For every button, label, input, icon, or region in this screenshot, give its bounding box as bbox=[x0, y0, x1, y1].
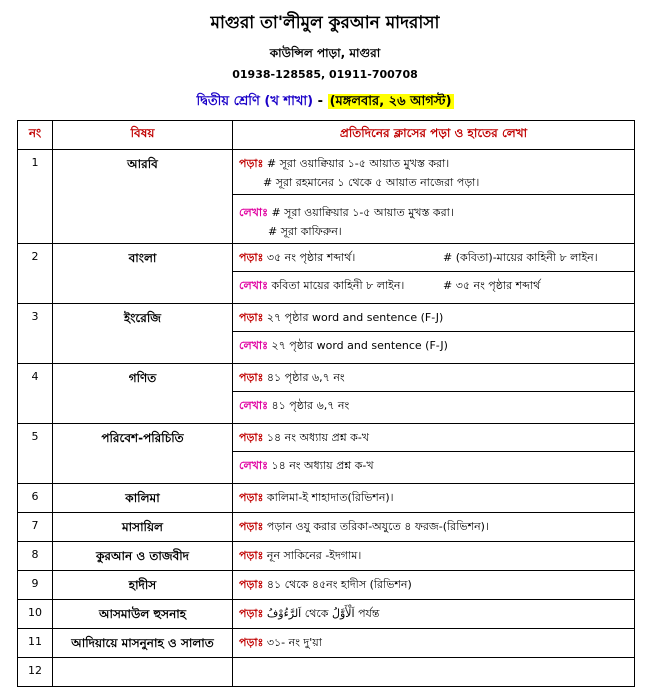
row-subject: বাংলা bbox=[53, 244, 233, 304]
write-label: লেখাঃ bbox=[239, 206, 268, 219]
row-number: 6 bbox=[18, 484, 53, 513]
read-label: পড়াঃ bbox=[239, 371, 264, 384]
read-text: # সূরা রহমানের ১ থেকে ৫ আয়াত নাজেরা পড়া। bbox=[263, 176, 480, 189]
header-daily-work: প্রতিদিনের ক্লাসের পড়া ও হাতের লেখা bbox=[233, 121, 635, 150]
row-number: 3 bbox=[18, 304, 53, 364]
table-row bbox=[18, 571, 635, 600]
table-row bbox=[18, 658, 635, 687]
write-label: লেখাঃ bbox=[239, 399, 268, 412]
header-number: নং bbox=[18, 121, 53, 150]
row-subject bbox=[53, 658, 233, 687]
class-date-separator: - bbox=[313, 94, 328, 109]
row-tasks bbox=[233, 304, 635, 364]
table-row bbox=[18, 484, 635, 513]
row-number: 7 bbox=[18, 513, 53, 542]
read-label: পড়াঃ bbox=[239, 520, 264, 533]
row-tasks bbox=[233, 484, 635, 513]
write-label: লেখাঃ bbox=[239, 459, 268, 472]
table-row bbox=[18, 150, 635, 244]
read-label: পড়াঃ bbox=[239, 578, 264, 591]
write-text: ১৪ নং অধ্যায় প্রশ্ন ক-খ bbox=[271, 459, 374, 472]
row-number: 4 bbox=[18, 364, 53, 424]
row-number: 1 bbox=[18, 150, 53, 244]
read-text: ২৭ পৃষ্ঠার word and sentence (F-J) bbox=[266, 311, 444, 324]
read-label: পড়াঃ bbox=[239, 251, 264, 264]
read-text: ৩১- নং দু'য়া bbox=[266, 636, 322, 649]
read-text: পড়ান ওযু করার তরিকা-অযুতে ৪ ফরজ-(রিভিশন)। bbox=[266, 520, 489, 533]
read-label: পড়াঃ bbox=[239, 549, 264, 562]
read-text: ১৪ নং অধ্যায় প্রশ্ন ক-খ bbox=[266, 431, 370, 444]
row-subject: আদিয়ায়ে মাসনুনাহ ও সালাত bbox=[53, 629, 233, 658]
read-text: নূন সাকিনের -ইদগাম। bbox=[266, 549, 362, 562]
read-label: পড়াঃ bbox=[239, 607, 264, 620]
table-row bbox=[18, 244, 635, 304]
row-number: 12 bbox=[18, 658, 53, 687]
read-text: ৩৫ নং পৃষ্ঠার শব্দার্থ। bbox=[266, 251, 356, 264]
read-text: ৪১ পৃষ্ঠার ৬,৭ নং bbox=[266, 371, 345, 384]
school-name: মাগুরা তা'লীমুল কুরআন মাদরাসা bbox=[210, 13, 440, 33]
row-tasks bbox=[233, 542, 635, 571]
read-text: # সূরা ওয়াক্বিয়ার ১-৫ আয়াত মুখস্ত করা। bbox=[266, 157, 450, 170]
table-row bbox=[18, 513, 635, 542]
homework-table bbox=[17, 120, 635, 687]
read-text: কালিমা-ই শাহাদাত(রিভিশন)। bbox=[266, 491, 394, 504]
class-label: দ্বিতীয় শ্রেণি (খ শাখা) bbox=[196, 94, 314, 109]
read-label: পড়াঃ bbox=[239, 311, 264, 324]
write-text: ৪১ পৃষ্ঠার ৬,৭ নং bbox=[271, 399, 350, 412]
read-text: ৪১ থেকে ৪৫নং হাদীস (রিভিশন) bbox=[266, 578, 412, 591]
table-row bbox=[18, 629, 635, 658]
row-subject: হাদীস bbox=[53, 571, 233, 600]
row-tasks bbox=[233, 150, 635, 244]
row-number: 11 bbox=[18, 629, 53, 658]
row-tasks bbox=[233, 571, 635, 600]
row-subject: কালিমা bbox=[53, 484, 233, 513]
row-number: 2 bbox=[18, 244, 53, 304]
table-header-row bbox=[18, 121, 635, 150]
row-subject: ইংরেজি bbox=[53, 304, 233, 364]
row-number: 10 bbox=[18, 600, 53, 629]
table-row bbox=[18, 304, 635, 364]
row-number: 8 bbox=[18, 542, 53, 571]
read-label: পড়াঃ bbox=[239, 157, 264, 170]
row-tasks bbox=[233, 658, 635, 687]
row-tasks bbox=[233, 513, 635, 542]
row-tasks bbox=[233, 244, 635, 304]
row-subject: কুরআন ও তাজবীদ bbox=[53, 542, 233, 571]
row-subject: আসমাউল হুসনাহ bbox=[53, 600, 233, 629]
table-row bbox=[18, 600, 635, 629]
write-label: লেখাঃ bbox=[239, 339, 268, 352]
school-address: কাউন্সিল পাড়া, মাগুরা bbox=[269, 46, 381, 60]
write-text: # সূরা ওয়াক্বিয়ার ১-৫ আয়াত মুখস্ত করা। bbox=[271, 206, 454, 219]
row-subject: গণিত bbox=[53, 364, 233, 424]
table-row bbox=[18, 542, 635, 571]
row-number: 9 bbox=[18, 571, 53, 600]
row-subject: আরবি bbox=[53, 150, 233, 244]
header-subject: বিষয় bbox=[53, 121, 233, 150]
row-tasks bbox=[233, 600, 635, 629]
read-label: পড়াঃ bbox=[239, 636, 264, 649]
row-subject: মাসায়িল bbox=[53, 513, 233, 542]
row-tasks bbox=[233, 364, 635, 424]
read-label: পড়াঃ bbox=[239, 491, 264, 504]
row-tasks bbox=[233, 629, 635, 658]
table-row bbox=[18, 364, 635, 424]
read-text-right: # (কবিতা)-মায়ের কাহিনী ৮ লাইন। bbox=[443, 251, 598, 264]
read-label: পড়াঃ bbox=[239, 431, 264, 444]
write-text: কবিতা মায়ের কাহিনী ৮ লাইন। bbox=[271, 279, 405, 292]
row-subject: পরিবেশ-পরিচিতি bbox=[53, 424, 233, 484]
write-text-right: # ৩৫ নং পৃষ্ঠার শব্দার্থ bbox=[443, 279, 541, 292]
read-text: اَلرَّءُوْفُ থেকে اَلْأَوَّلُ পর্যন্ত bbox=[266, 607, 380, 620]
class-line bbox=[0, 92, 650, 113]
row-number: 5 bbox=[18, 424, 53, 484]
row-tasks bbox=[233, 424, 635, 484]
write-label: লেখাঃ bbox=[239, 279, 268, 292]
write-text: ২৭ পৃষ্ঠার word and sentence (F-J) bbox=[271, 339, 448, 352]
write-text: # সূরা কাফিরুন। bbox=[268, 225, 342, 238]
table-row bbox=[18, 424, 635, 484]
class-date: (মঙ্গলবার, ২৬ আগস্ট) bbox=[329, 94, 452, 109]
phone-numbers: 01938-128585, 01911-700708 bbox=[232, 68, 418, 81]
